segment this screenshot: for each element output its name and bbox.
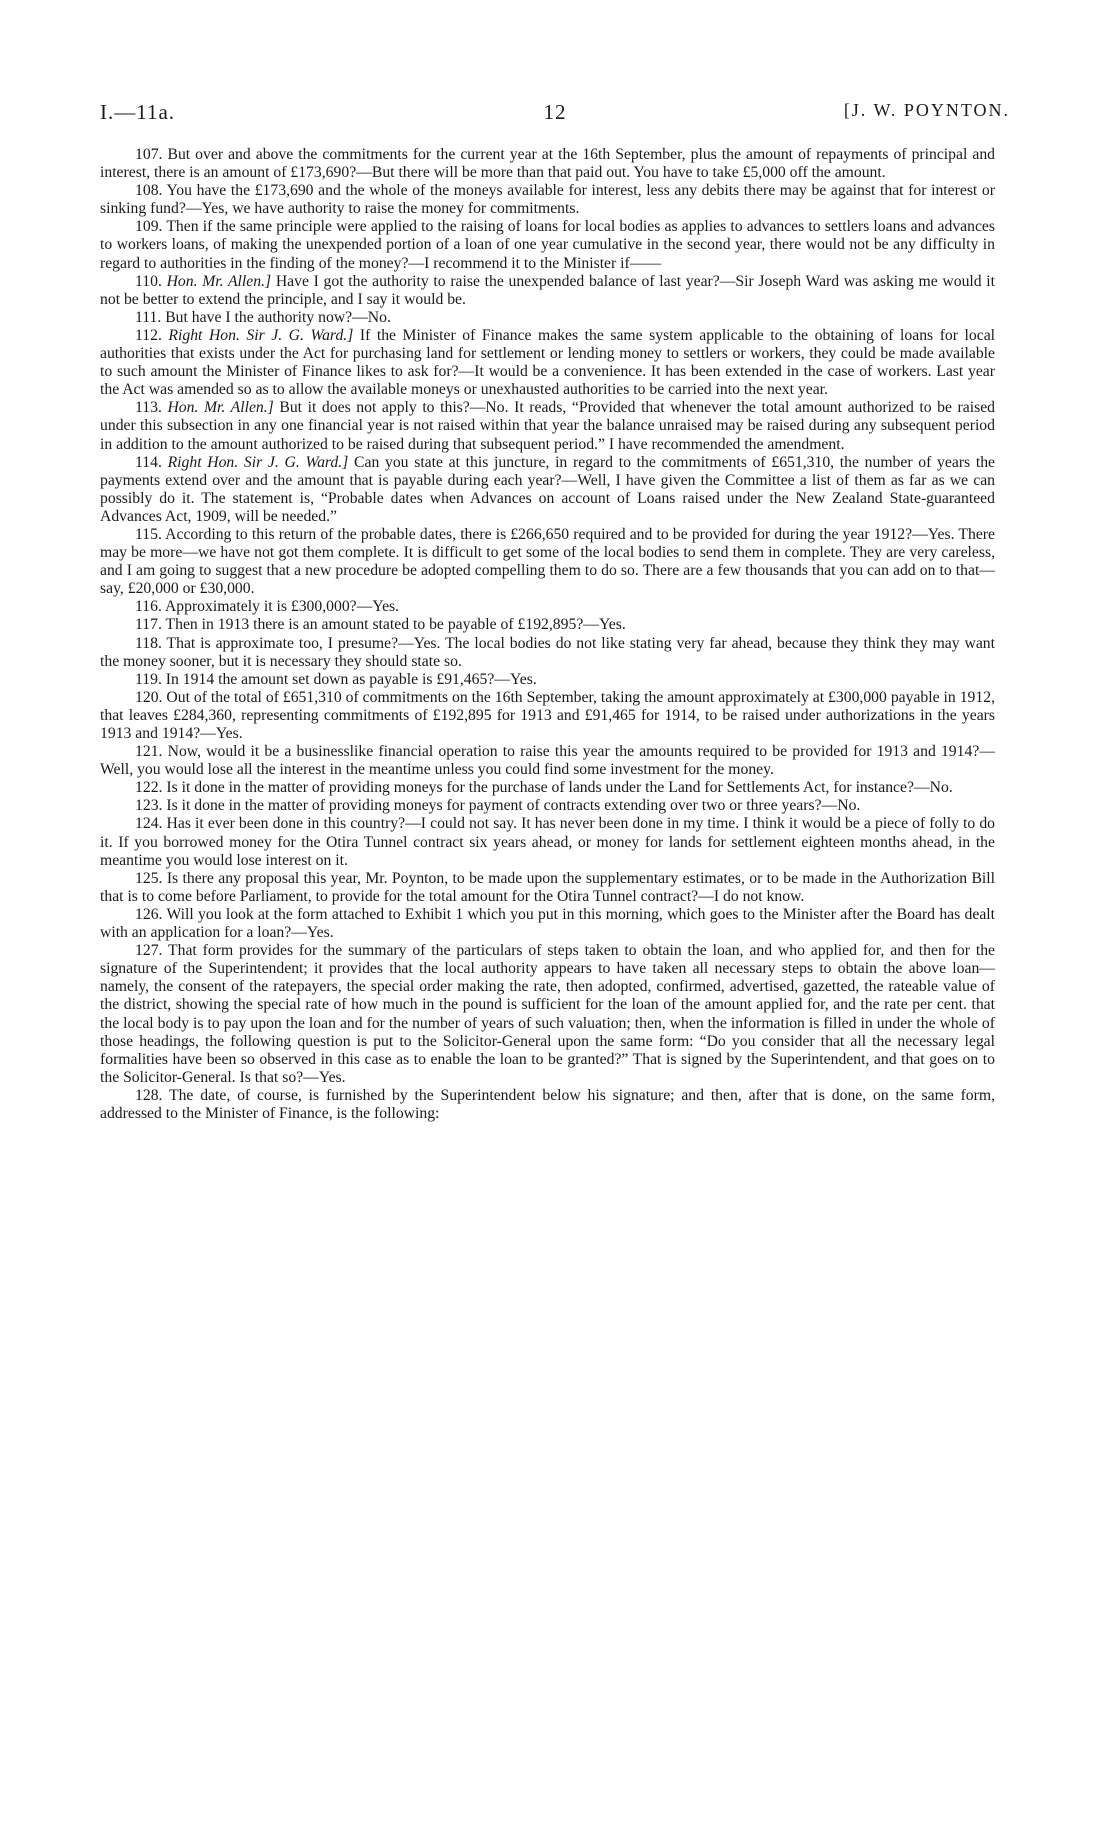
- paragraph-text: Is it done in the matter of providing moneys for the purchase of lands under the Land for Settlements Act, for instance?—No.: [166, 779, 953, 797]
- testimony-paragraph: [100, 870, 995, 906]
- question-number: 123.: [135, 797, 163, 815]
- paragraph-text: Is there any proposal this year, Mr. Poynton, to be made upon the supplementary estimates, or to be made in the Authorization Bill that is to come before Parliament, to provide for the total amount for the Otira Tunnel contract?—I do not know.: [100, 869, 996, 905]
- paragraph-text: But it does not apply to this?—No. It reads, “Provided that whenever the total amount authorized to be raised under this subsection in any one financial year is not raised within that year the balance unraised may be raised during any subsequent period in addition to the amount authorized to be raised during that subsequent period.” I have recommended the amendment.: [100, 399, 995, 453]
- question-number: 121.: [135, 743, 163, 761]
- testimony-paragraph: [100, 309, 995, 327]
- testimony-paragraph: [100, 635, 995, 671]
- paragraph-text: Can you state at this juncture, in regard to the commitments of £651,310, the number of years the payments extend over and the amount that is payable during each year?—Well, I have given the Committee a list of them as far as we can possibly do it. The statement is, “Probable dates when Advances on account of Loans raised under the New Zealand State-guaranteed Advances Act, 1909, will be needed.”: [100, 453, 996, 525]
- speaker-name: Right Hon. Sir J. G. Ward.]: [167, 453, 349, 471]
- paragraph-text: Out of the total of £651,310 of commitments on the 16th September, taking the amount approximately at £300,000 payable in 1912, that leaves £284,360, representing commitments of £192,895 for 1913 and £91,465 for 1914, to be raised under authorizations in the years 1913 and 1914?—Yes.: [100, 688, 995, 742]
- paragraph-text: Will you look at the form attached to Exhibit 1 which you put in this morning, which goes to the Minister after the Board has dealt with an application for a loan?—Yes.: [100, 905, 996, 942]
- question-number: 108.: [135, 182, 163, 200]
- question-number: 122.: [135, 779, 163, 797]
- paragraph-text: That form provides for the summary of the particulars of steps taken to obtain the loan, and who applied for, and then for the signature of the Superintendent; it provides that the local authority appears to have taken all necessary steps to obtain the above loan—namely, the consent of the ratepayers, the special order making the rate, then adopted, confirmed, advertised, gazetted, the rateable value of the district, showing the special rate of how much in the pound is sufficient for the loan of the amount applied for, and the rate per cent. that the local body is to pay upon the loan and for the number of years of such valuation; then, when the information is filled in under the whole of those headings, the following question is put to the Solicitor-General upon the same form: “Do you consider that all the necessary legal formalities have been so observed in this case as to enable the loan to be granted?” That is signed by the Superintendent, and that goes on to the Solicitor-General. Is that so?—Yes.: [100, 942, 996, 1086]
- question-number: 117.: [135, 616, 162, 634]
- testimony-paragraph: [100, 526, 995, 598]
- question-number: 114.: [135, 453, 162, 471]
- testimony-paragraph: [100, 671, 995, 689]
- question-number: 115.: [135, 525, 162, 543]
- speaker-name: Hon. Mr. Allen.]: [166, 272, 272, 290]
- paragraph-text: If the Minister of Finance makes the same system applicable to the obtaining of loans for local authorities that exists under the Act for purchasing land for settlement or lending money to settlers or workers, they could be made available to such amount the Minister of Finance likes to ask for?—It would be a convenience. It has been extended in the case of workers. Last year the Act was amended so as to allow the available moneys or unexhausted authorities to be carried into the next year.: [100, 326, 996, 399]
- question-number: 124.: [135, 815, 163, 833]
- testimony-paragraph: [100, 1087, 995, 1123]
- testimony-paragraph: [100, 779, 995, 797]
- testimony-paragraph: [100, 182, 995, 218]
- question-number: 127.: [135, 942, 163, 960]
- paragraph-text: That is approximate too, I presume?—Yes. The local bodies do not like stating very far ahead, because they think they may want the money sooner, but it is necessary they should state so.: [100, 634, 996, 670]
- question-number: 125.: [135, 869, 163, 887]
- question-number: 126.: [135, 905, 163, 923]
- question-number: 116.: [135, 598, 162, 616]
- page-number: 12: [543, 100, 567, 124]
- paragraph-text: Now, would it be a businesslike financial operation to raise this year the amounts required to be provided for 1913 and 1914?—Well, you would lose all the interest in the meantime unless you could find some investment for the money.: [100, 743, 995, 779]
- testimony-paragraph: [100, 146, 995, 182]
- paragraph-text: Then in 1913 there is an amount stated to be payable of £192,895?—Yes.: [165, 616, 626, 634]
- paragraph-text: Has it ever been done in this country?—I could not say. It has never been done in my time. I think it would be a piece of folly to do it. If you borrowed money for the Otira Tunnel contract six years ahead, or money for lands for settlement eighteen months ahead, in the meantime you would lose interest on it.: [100, 815, 996, 869]
- question-number: 109.: [135, 218, 163, 236]
- testimony-paragraph: [100, 399, 995, 453]
- testimony-paragraph: [100, 327, 995, 399]
- question-number: 111.: [135, 308, 162, 326]
- paragraph-text: The date, of course, is furnished by the Superintendent below his signature; and then, after that is done, on the same form, addressed to the Minister of Finance, is the following:: [100, 1086, 995, 1122]
- testimony-paragraph: [100, 743, 995, 779]
- question-number: 119.: [135, 670, 162, 688]
- paragraph-text: Approximately it is £300,000?—Yes.: [164, 598, 400, 616]
- question-number: 110.: [135, 272, 162, 290]
- testimony-paragraph: [100, 815, 995, 869]
- testimony-paragraph: [100, 906, 995, 942]
- question-number: 107.: [135, 146, 163, 163]
- paragraph-text: Then if the same principle were applied to the raising of loans for local bodies as applies to advances to settlers loans and advances to workers loans, of making the unexpended portion of a loan of one year cumulative in the second year, there would not be any difficulty in regard to authorities in the finding of the money?—I recommend it to the Minister if——: [100, 218, 995, 272]
- paragraph-text: But over and above the commitments for the current year at the 16th September, plus the amount of repayments of principal and interest, there is an amount of £173,690?—But there will be more than that paid out. You have to take £5,000 off the amount.: [100, 146, 996, 182]
- testimony-paragraph: [100, 218, 995, 272]
- question-number: 128.: [135, 1086, 163, 1104]
- paragraph-text: You have the £173,690 and the whole of the moneys available for interest, less any debits there may be against that for interest or sinking fund?—Yes, we have authority to raise the money for commitments.: [100, 182, 996, 218]
- testimony-paragraph: [100, 598, 995, 616]
- paragraph-text: According to this return of the probable dates, there is £266,650 required and to be provided for during the year 1912?—Yes. There may be more—we have not got them complete. It is difficult to get some of the local bodies to send them in complete. They are very careless, and I am going to suggest that a new procedure be adopted compelling them to do so. There are a few thousands that you can add on to that—say, £20,000 or £30,000.: [100, 525, 995, 598]
- witness-name: [J. W. POYNTON.: [843, 100, 1010, 120]
- speaker-name: Hon. Mr. Allen.]: [167, 399, 274, 417]
- paragraph-text: But have I the authority now?—No.: [165, 308, 391, 326]
- testimony-paragraph: [100, 454, 995, 526]
- testimony-paragraph: [100, 942, 995, 1087]
- page-header: [100, 100, 1010, 130]
- question-number: 120.: [135, 688, 163, 706]
- testimony-paragraph: [100, 616, 995, 634]
- question-number: 113.: [135, 399, 162, 417]
- testimony-paragraph: [100, 797, 995, 815]
- testimony-paragraph: [100, 689, 995, 743]
- speaker-name: Right Hon. Sir J. G. Ward.]: [168, 326, 354, 344]
- question-number: 112.: [135, 326, 162, 344]
- testimony-body: [100, 146, 995, 1123]
- paragraph-text: Is it done in the matter of providing moneys for payment of contracts extending over two or three years?—No.: [166, 797, 861, 815]
- paragraph-text: Have I got the authority to raise the unexpended balance of last year?—Sir Joseph Ward was asking me would it not be better to extend the principle, and I say it would be.: [100, 272, 996, 308]
- paragraph-text: In 1914 the amount set down as payable is £91,465?—Yes.: [165, 670, 537, 688]
- testimony-paragraph: [100, 273, 995, 309]
- document-reference: I.—11a.: [100, 100, 176, 124]
- question-number: 118.: [135, 634, 162, 652]
